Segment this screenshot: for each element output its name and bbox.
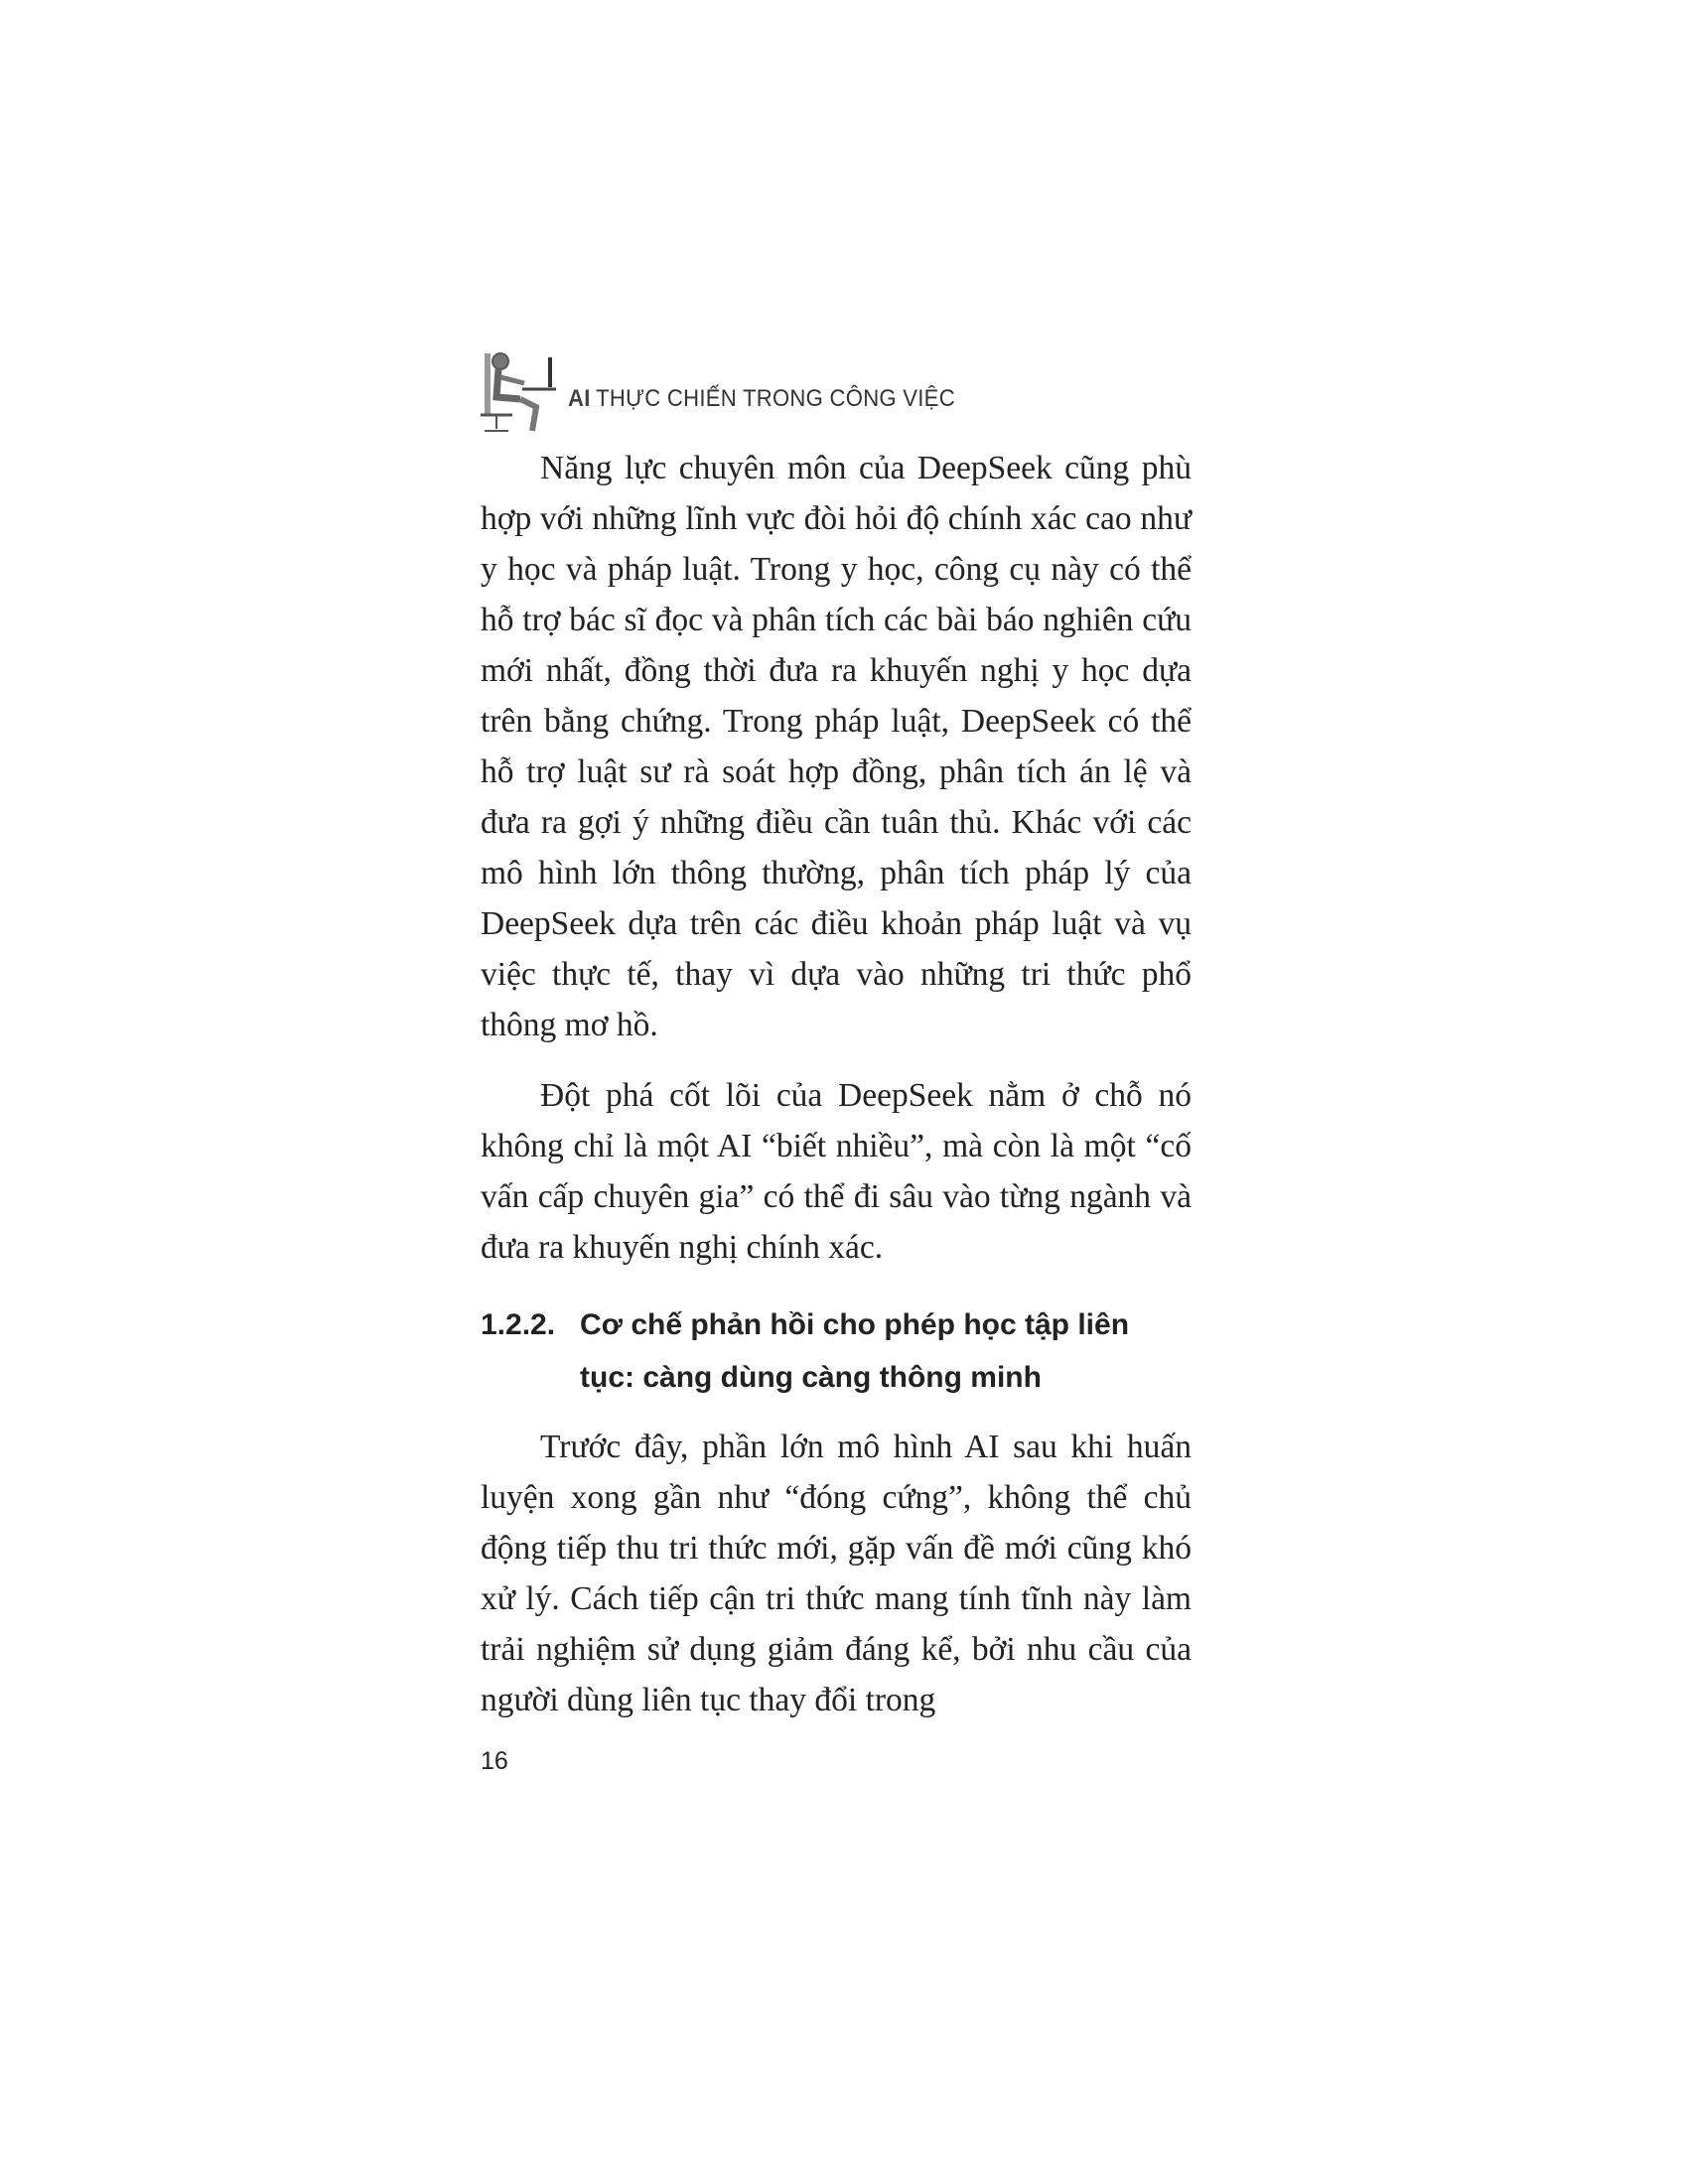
section-number: 1.2.2. xyxy=(481,1308,556,1341)
running-title xyxy=(568,385,955,413)
paragraph: Năng lực chuyên môn của DeepSeek cũng phù hợp với những lĩnh vực đòi hỏi độ chính xác cao như y học và pháp luật. Trong y học, công cụ này có thể hỗ trợ bác sĩ đọc và phân tích các bài báo nghiên cứu mới nhất, đồng thời đưa ra khuyến nghị y học dựa trên bằng chứng. Trong pháp luật, DeepSeek có thể hỗ trợ luật sư rà soát hợp đồng, phân tích án lệ và đưa ra gợi ý những điều cần tuân thủ. Khác với các mô hình lớn thông thường, phân tích pháp lý của DeepSeek dựa trên các điều khoản pháp luật và vụ việc thực tế, thay vì dựa vào những tri thức phổ thông mơ hồ. xyxy=(481,450,1192,1043)
paragraph: Đột phá cốt lõi của DeepSeek nằm ở chỗ nó không chỉ là một AI “biết nhiều”, mà còn là một “cố vấn cấp chuyên gia” có thể đi sâu vào từng ngành và đưa ra khuyến nghị chính xác. xyxy=(481,1077,1192,1266)
section-title: Cơ chế phản hồi cho phép học tập liên tục: càng dùng càng thông minh xyxy=(580,1308,1130,1394)
person-at-desk-icon xyxy=(477,345,562,437)
page-number: 16 xyxy=(481,1747,508,1775)
body-text xyxy=(481,1422,1192,1725)
brand: AI xyxy=(568,385,591,412)
paragraph: Trước đây, phần lớn mô hình AI sau khi huấn luyện xong gần như “đóng cứng”, không thể chủ động tiếp thu tri thức mới, gặp vấn đề mới cũng khó xử lý. Cách tiếp cận tri thức mang tính tĩnh này làm trải nghiệm sử dụng giảm đáng kể, bởi nhu cầu của người dùng liên tục thay đổi trong xyxy=(481,1429,1192,1718)
running-title-text: THỰC CHIẾN TRONG CÔNG VIỆC xyxy=(596,385,955,412)
section-heading xyxy=(481,1298,1192,1404)
running-header xyxy=(477,345,1033,437)
body-text xyxy=(481,443,1192,1273)
